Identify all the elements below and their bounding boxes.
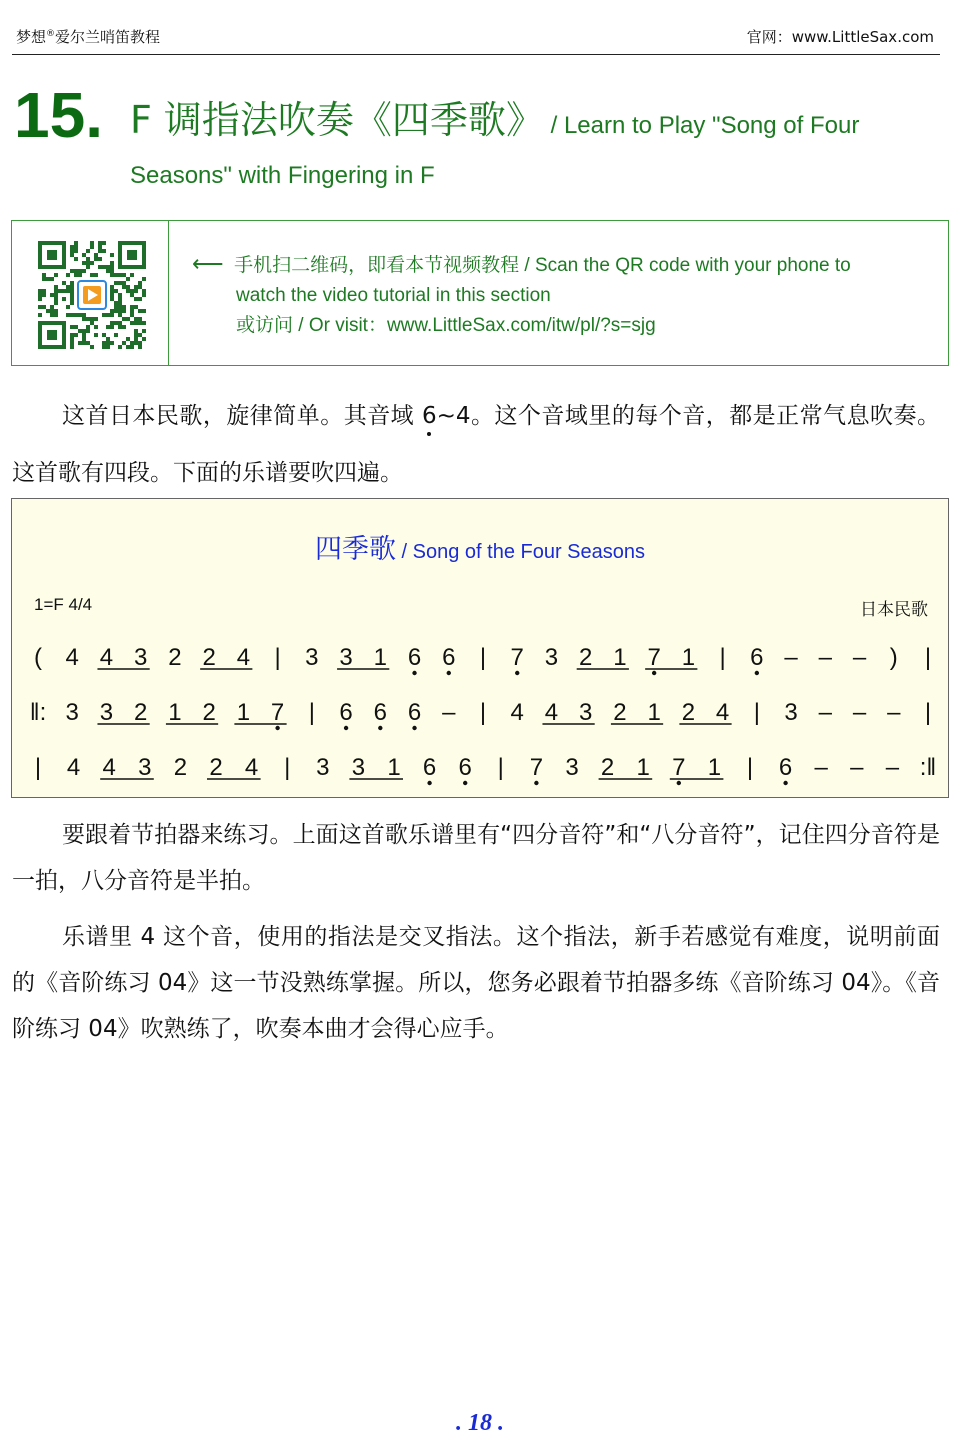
dash-sustain: – <box>442 699 456 726</box>
song-title-zh: 四季歌 <box>314 534 396 565</box>
composer-label: 日本民歌 <box>860 600 928 620</box>
note: 2 <box>202 699 216 726</box>
note: 1 <box>373 644 387 671</box>
note: 6 <box>339 699 353 726</box>
note: 1 <box>613 644 627 671</box>
note: 4 <box>102 754 116 781</box>
note: 6 <box>442 644 456 671</box>
barline: | <box>746 754 754 781</box>
note: 2 <box>681 699 696 726</box>
qr-cell <box>12 221 169 365</box>
note: 4 <box>510 699 524 726</box>
low-octave-dot <box>275 726 279 730</box>
low-octave-dot <box>755 671 759 675</box>
note: 2 <box>173 754 188 781</box>
note: ( <box>34 644 42 671</box>
book-name: 爱尔兰哨笛教程 <box>55 28 161 46</box>
barline: | <box>719 644 726 671</box>
note: 1 <box>168 699 182 726</box>
note: 1 <box>636 754 650 781</box>
header-website[interactable]: 官网：www.LittleSax.com <box>746 28 934 46</box>
song-title-en: / Song of the Four Seasons <box>395 541 646 563</box>
qr-scan-text: 手机扫二维码，即看本节视频教程 / Scan the QR code with your phone to <box>234 255 851 276</box>
note: 2 <box>579 644 593 671</box>
header-book-title <box>16 26 160 47</box>
note: 4 <box>715 699 730 726</box>
note: 6 <box>778 754 793 781</box>
note: 3 <box>565 754 579 781</box>
note: 3 <box>305 644 319 671</box>
low-octave-dot <box>783 781 787 785</box>
dash-sustain: – <box>818 644 832 671</box>
numbered-notation <box>12 499 948 797</box>
note: 3 <box>316 754 330 781</box>
barline: | <box>274 644 281 671</box>
low-octave-dot <box>652 671 656 675</box>
low-octave-dot <box>677 781 681 785</box>
lesson-number: 15. <box>14 79 103 151</box>
note: 3 <box>544 644 559 671</box>
note: 4 <box>236 644 251 671</box>
note: 2 <box>613 699 627 726</box>
barline: | <box>34 754 42 781</box>
note: 2 <box>168 644 182 671</box>
low-octave-dot <box>463 781 467 785</box>
barline: | <box>924 699 932 726</box>
note: 3 <box>99 699 114 726</box>
note: 3 <box>138 754 152 781</box>
barline: | <box>479 699 487 726</box>
dash-sustain: – <box>850 754 864 781</box>
low-octave-dot <box>412 726 416 730</box>
dash-sustain: – <box>885 754 900 781</box>
qr-visit-link[interactable]: 或访问 / Or visit：www.LittleSax.com/itw/pl/?s=sjg <box>236 315 656 336</box>
practice-paragraph: 要跟着节拍器来练习。上面这首歌乐谱里有“四分音符”和“八分音符”，记住四分音符是一拍，八分音符是半拍。 <box>12 822 940 894</box>
barline: | <box>497 754 504 781</box>
qr-instructions <box>192 249 942 341</box>
fingering-paragraph: 乐谱里 4 这个音，使用的指法是交叉指法。这个指法，新手若感觉有难度，说明前面的《音阶练习 04》这一节没熟练掌握。所以，您务必跟着节拍器多练《音阶练习 04》。《音阶练习 04》吹熟练了，吹奏本曲才会得心应手。 <box>12 924 940 1042</box>
barline: | <box>479 644 487 671</box>
note: 7 <box>510 644 524 671</box>
dash-sustain: – <box>818 699 832 726</box>
note: 3 <box>351 754 366 781</box>
qr-line-1 <box>192 249 942 281</box>
low-note <box>422 388 437 445</box>
note: 4 <box>66 754 81 781</box>
note: 6 <box>422 754 437 781</box>
low-note-digit: 6 <box>421 403 437 429</box>
low-octave-dot <box>515 671 519 675</box>
note: 1 <box>707 754 722 781</box>
low-octave-dot <box>344 726 348 730</box>
note: 6 <box>750 644 764 671</box>
note: 3 <box>784 699 798 726</box>
note: 2 <box>209 754 223 781</box>
note: 6 <box>373 699 387 726</box>
note: 1 <box>681 644 696 671</box>
dash-sustain: – <box>852 644 867 671</box>
note: ) <box>889 644 898 671</box>
note: 4 <box>65 644 79 671</box>
note: 2 <box>600 754 615 781</box>
qr-line-2: watch the video tutorial in this section <box>236 285 551 306</box>
note: 6 <box>458 754 472 781</box>
note: 3 <box>339 644 353 671</box>
note: 2 <box>202 644 216 671</box>
note: 3 <box>579 699 593 726</box>
note: 4 <box>99 644 114 671</box>
note: 6 <box>407 644 422 671</box>
note: 4 <box>544 699 559 726</box>
dash-sustain: – <box>814 754 828 781</box>
dash-sustain: – <box>887 699 901 726</box>
note: 3 <box>65 699 79 726</box>
dash-sustain: – <box>784 644 798 671</box>
intro-text-a: 这首日本民歌，旋律简单。其音域 <box>62 403 422 429</box>
registered-mark: ® <box>46 29 56 39</box>
barline: :‖ <box>919 754 937 781</box>
arrow-left-icon: ⟵ <box>192 251 224 276</box>
note: 4 <box>244 754 259 781</box>
page-number: . 18 . <box>456 1410 504 1436</box>
low-octave-dot <box>427 432 431 436</box>
barline: | <box>308 699 315 726</box>
barline: | <box>753 699 760 726</box>
note: 1 <box>387 754 401 781</box>
barline: ‖: <box>29 699 47 726</box>
score-box <box>11 498 949 798</box>
low-octave-dot <box>534 781 538 785</box>
lesson-title <box>130 96 940 202</box>
page-header <box>12 24 940 55</box>
intro-text-b: ~4。这个音域里的每个音，都是正常气息吹奏。这首歌有四段。下面的乐谱要吹四遍。 <box>12 403 941 486</box>
dash-sustain: – <box>852 699 867 726</box>
note: 7 <box>672 754 686 781</box>
key-signature: 1=F 4/4 <box>34 595 93 614</box>
barline: | <box>924 644 932 671</box>
note: 7 <box>529 754 544 781</box>
qr-info-box <box>11 220 949 366</box>
low-octave-dot <box>447 671 451 675</box>
lesson-title-en: / Learn to Play "Song of Four Seasons" with Fingering in F <box>130 112 860 189</box>
note: 6 <box>407 699 422 726</box>
low-octave-dot <box>427 781 431 785</box>
low-octave-dot <box>378 726 382 730</box>
note: 2 <box>134 699 148 726</box>
note: 7 <box>647 644 661 671</box>
note: 3 <box>134 644 148 671</box>
brand-name: 梦想 <box>16 28 47 46</box>
note: 7 <box>270 699 285 726</box>
note: 1 <box>647 699 661 726</box>
lesson-title-zh: F 调指法吹奏《四季歌》 <box>130 98 544 142</box>
qr-code-icon[interactable] <box>38 241 146 349</box>
low-octave-dot <box>412 671 416 675</box>
note: 1 <box>236 699 251 726</box>
barline: | <box>284 754 291 781</box>
intro-paragraph <box>12 388 940 502</box>
